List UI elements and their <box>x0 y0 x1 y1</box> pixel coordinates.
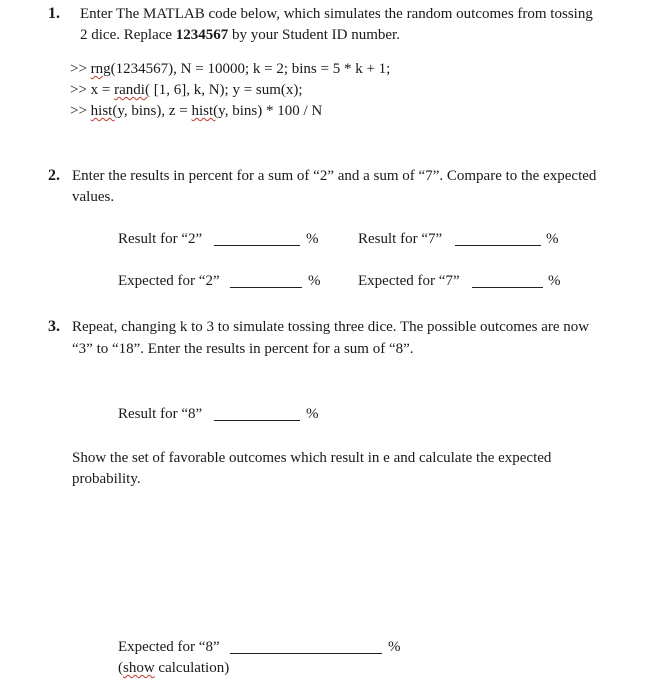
code-hist-2: hist( <box>191 103 219 119</box>
show-outcomes-line-1: Show the set of favorable outcomes which result in e and calculate the expected <box>72 450 552 466</box>
question-1-line-2 <box>80 26 400 44</box>
result-2-label: Result for “2” <box>118 231 203 247</box>
result-7-answer-blank[interactable] <box>455 231 541 251</box>
question-1-line-2-post: by your Student ID number. <box>228 27 400 43</box>
calc-show-word: show <box>123 660 155 676</box>
question-3-number: 3. <box>48 318 60 335</box>
result-7-percent: % <box>546 231 559 247</box>
question-1-number: 1. <box>48 5 60 22</box>
code-prompt: >> <box>70 103 91 119</box>
student-id-placeholder: 1234567 <box>175 27 229 43</box>
result-2-percent: % <box>306 231 319 247</box>
code-hist-1: hist( <box>90 103 118 119</box>
code-prompt: >> x = <box>70 82 115 98</box>
show-outcomes-line-2: probability. <box>72 471 141 487</box>
matlab-code-line-2 <box>70 81 303 99</box>
result-2-answer-blank[interactable] <box>214 231 300 251</box>
expected-8-percent: % <box>388 639 401 655</box>
matlab-code-line-3 <box>70 102 322 120</box>
question-1-line-2-pre: 2 dice. Replace <box>80 27 176 43</box>
result-8-label: Result for “8” <box>118 406 203 422</box>
matlab-code-line-1 <box>70 60 390 78</box>
expected-7-answer-blank[interactable] <box>472 273 543 293</box>
code-rng: rng <box>90 61 111 77</box>
question-2-number: 2. <box>48 167 60 184</box>
result-8-answer-blank[interactable] <box>214 406 300 426</box>
expected-2-answer-blank[interactable] <box>230 273 302 293</box>
result-7-label: Result for “7” <box>358 231 443 247</box>
question-3-line-2: “3” to “18”. Enter the results in percent for a sum of “8”. <box>72 341 414 357</box>
code-randi: randi( <box>114 82 150 98</box>
question-1-line-1: Enter The MATLAB code below, which simulates the random outcomes from tossing <box>80 6 593 22</box>
code-line-1-rest: (1234567), N = 10000; k = 2; bins = 5 * k + 1; <box>110 61 391 77</box>
code-line-3-mid: y, bins), z = <box>117 103 192 119</box>
code-line-3-rest: y, bins) * 100 / N <box>218 103 323 119</box>
question-3-line-1: Repeat, changing k to 3 to simulate tossing three dice. The possible outcomes are now <box>72 319 590 335</box>
expected-7-percent: % <box>548 273 561 289</box>
calc-open-paren: ( <box>118 660 123 676</box>
expected-7-label: Expected for “7” <box>358 273 460 289</box>
expected-2-percent: % <box>308 273 321 289</box>
result-8-percent: % <box>306 406 319 422</box>
question-2-line-1: Enter the results in percent for a sum of “2” and a sum of “7”. Compare to the expected <box>72 168 597 184</box>
calc-rest: calculation) <box>154 660 230 676</box>
show-calculation-note <box>118 659 229 677</box>
code-prompt: >> <box>70 61 91 77</box>
expected-2-label: Expected for “2” <box>118 273 220 289</box>
code-line-2-rest: [1, 6], k, N); y = sum(x); <box>149 82 303 98</box>
expected-8-label: Expected for “8” <box>118 639 220 655</box>
question-2-line-2: values. <box>72 189 115 205</box>
expected-8-answer-blank[interactable] <box>230 639 382 659</box>
